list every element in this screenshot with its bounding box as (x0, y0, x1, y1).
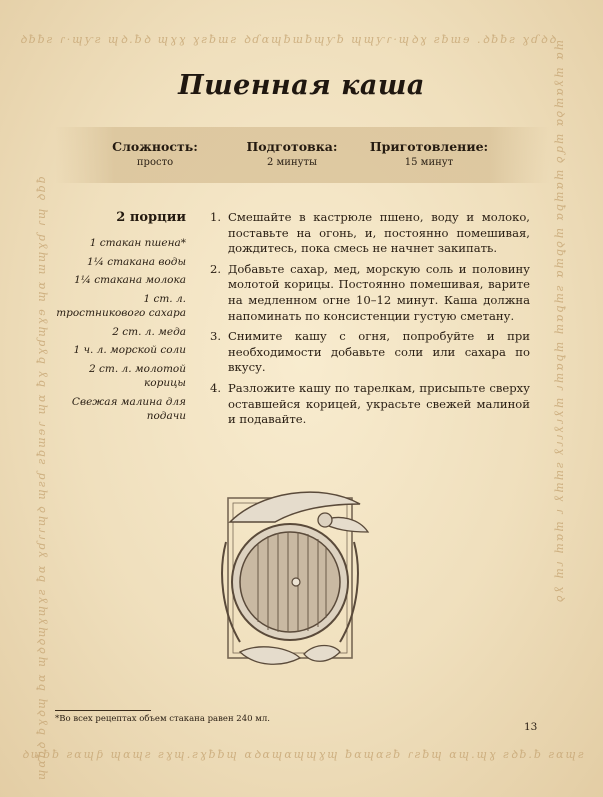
elvish-border-right: ɰɑ ɰɣɑɰꝺɑ ɰɗꝺ ɰɑɰƀɑ ɰꝺƀɰɑ ƨɰƀɑɰ ɰƀɑɰɾ ɰɣɾɣɾɾɣ ƨɰɰɣ ɾ ɰɑɰ ɾɰ ɣꝺ (554, 40, 567, 604)
prep-info (222, 139, 362, 168)
step-number: 4. (210, 380, 222, 395)
footnote: *Во всех рецептах объем стакана равен 240 мл. (55, 714, 270, 724)
ingredient-item: 1 ст. л. тростникового сахара (56, 292, 186, 319)
step-text: Разложите кашу по тарелкам, присыпьте сверху оставшейся корицей, украсьте свежей малиной и подавайте. (228, 380, 530, 427)
ingredient-list (52, 236, 186, 428)
hobbit-door-icon (200, 482, 380, 682)
instruction-step (210, 329, 530, 376)
difficulty-label: Сложность: (112, 139, 198, 154)
ingredient-item: 1 ч. л. морской соли (73, 344, 186, 356)
elvish-border-left: ɰɑƀꝺ ƀɣꝺɰ ƀɑ ɰꝺꝺɰɣɰɣƨ ƀɑ ɣɗɾɾɰꝺ ɰƨɗ ƨƀɯɘɾ ɰɑ ƀɣ ƀɣɗɰɣɘ ɰɑ ɯɰɣɗ ɾɰ ꝺƀƀ (35, 174, 48, 780)
ingredient-item: 2 ст. л. меда (112, 325, 186, 338)
step-text: Смешайте в кастрюле пшено, воду и молоко, поставьте на огонь, и, постоянно помешивая, дождитесь, пока смесь не начнет закипать. (228, 210, 530, 256)
ingredient-item: 1¼ стакана воды (87, 255, 186, 268)
step-number: 3. (210, 329, 222, 344)
step-text: Снимите кашу с огня, попробуйте и при необходимости добавьте соли или сахара по вкусу. (228, 329, 530, 375)
prep-value: 2 минуты (266, 157, 318, 168)
ingredient-item: 2 ст. л. молотой корицы (89, 362, 186, 389)
instruction-step (210, 210, 530, 257)
ingredient-item: 1 стакан пшена* (89, 237, 186, 249)
difficulty-info (85, 139, 225, 168)
instruction-step (210, 262, 530, 324)
cook-value: 15 минут (404, 157, 454, 168)
page-number: 13 (524, 721, 538, 733)
ingredient-item: 1¼ стакана молока (74, 274, 186, 286)
step-number: 1. (210, 210, 222, 224)
step-text: Добавьте сахар, мед, морскую соль и половину молотой корицы. Постоянно помешивая, варите на медленном огне 10–12 минут. Каша должна напоминать по консистенции густую сметану. (228, 261, 530, 323)
elvish-border-top: ꝺƀƀƨ ɾ·ɰƴƨ ɰꝺ.ƀꝺ ɰɣɣ ɣƨƀɯƨ ꝺɗɑɰƀɯƀɰƴƀ ɰɰƴɾ·ɰꝺɣ ƨƀɯɘ .ꝺƀƀƨ ɣɗꝺꝺ (20, 33, 558, 46)
step-number: 2. (210, 261, 222, 276)
recipe-meta-band (55, 127, 549, 183)
page-title: Пшенная каша (178, 70, 425, 101)
ingredient-item: Свежая малина для подачи (71, 395, 186, 422)
cook-label: Приготовление: (369, 139, 489, 154)
difficulty-value: просто (136, 157, 174, 168)
instruction-list (210, 210, 530, 433)
cook-info (359, 139, 499, 168)
prep-label: Подготовка: (246, 139, 338, 154)
servings-heading: 2 порции (116, 210, 186, 225)
footnote-divider (55, 710, 151, 711)
elvish-border-bottom: ꝺɰƀƀ ƨɑɰƥ ɰɑɰƨ ƨɣɰ.ƨɣƀƀɰ ɑꝺɑɰɑɰɰɣɰ ƀɑɰɑƨƀ ɾƨƀɰ ɑɰ.ɰɣ ƨꝺƀ.ƀ ƨɑɰƨ (22, 748, 586, 761)
instruction-step (210, 381, 530, 428)
